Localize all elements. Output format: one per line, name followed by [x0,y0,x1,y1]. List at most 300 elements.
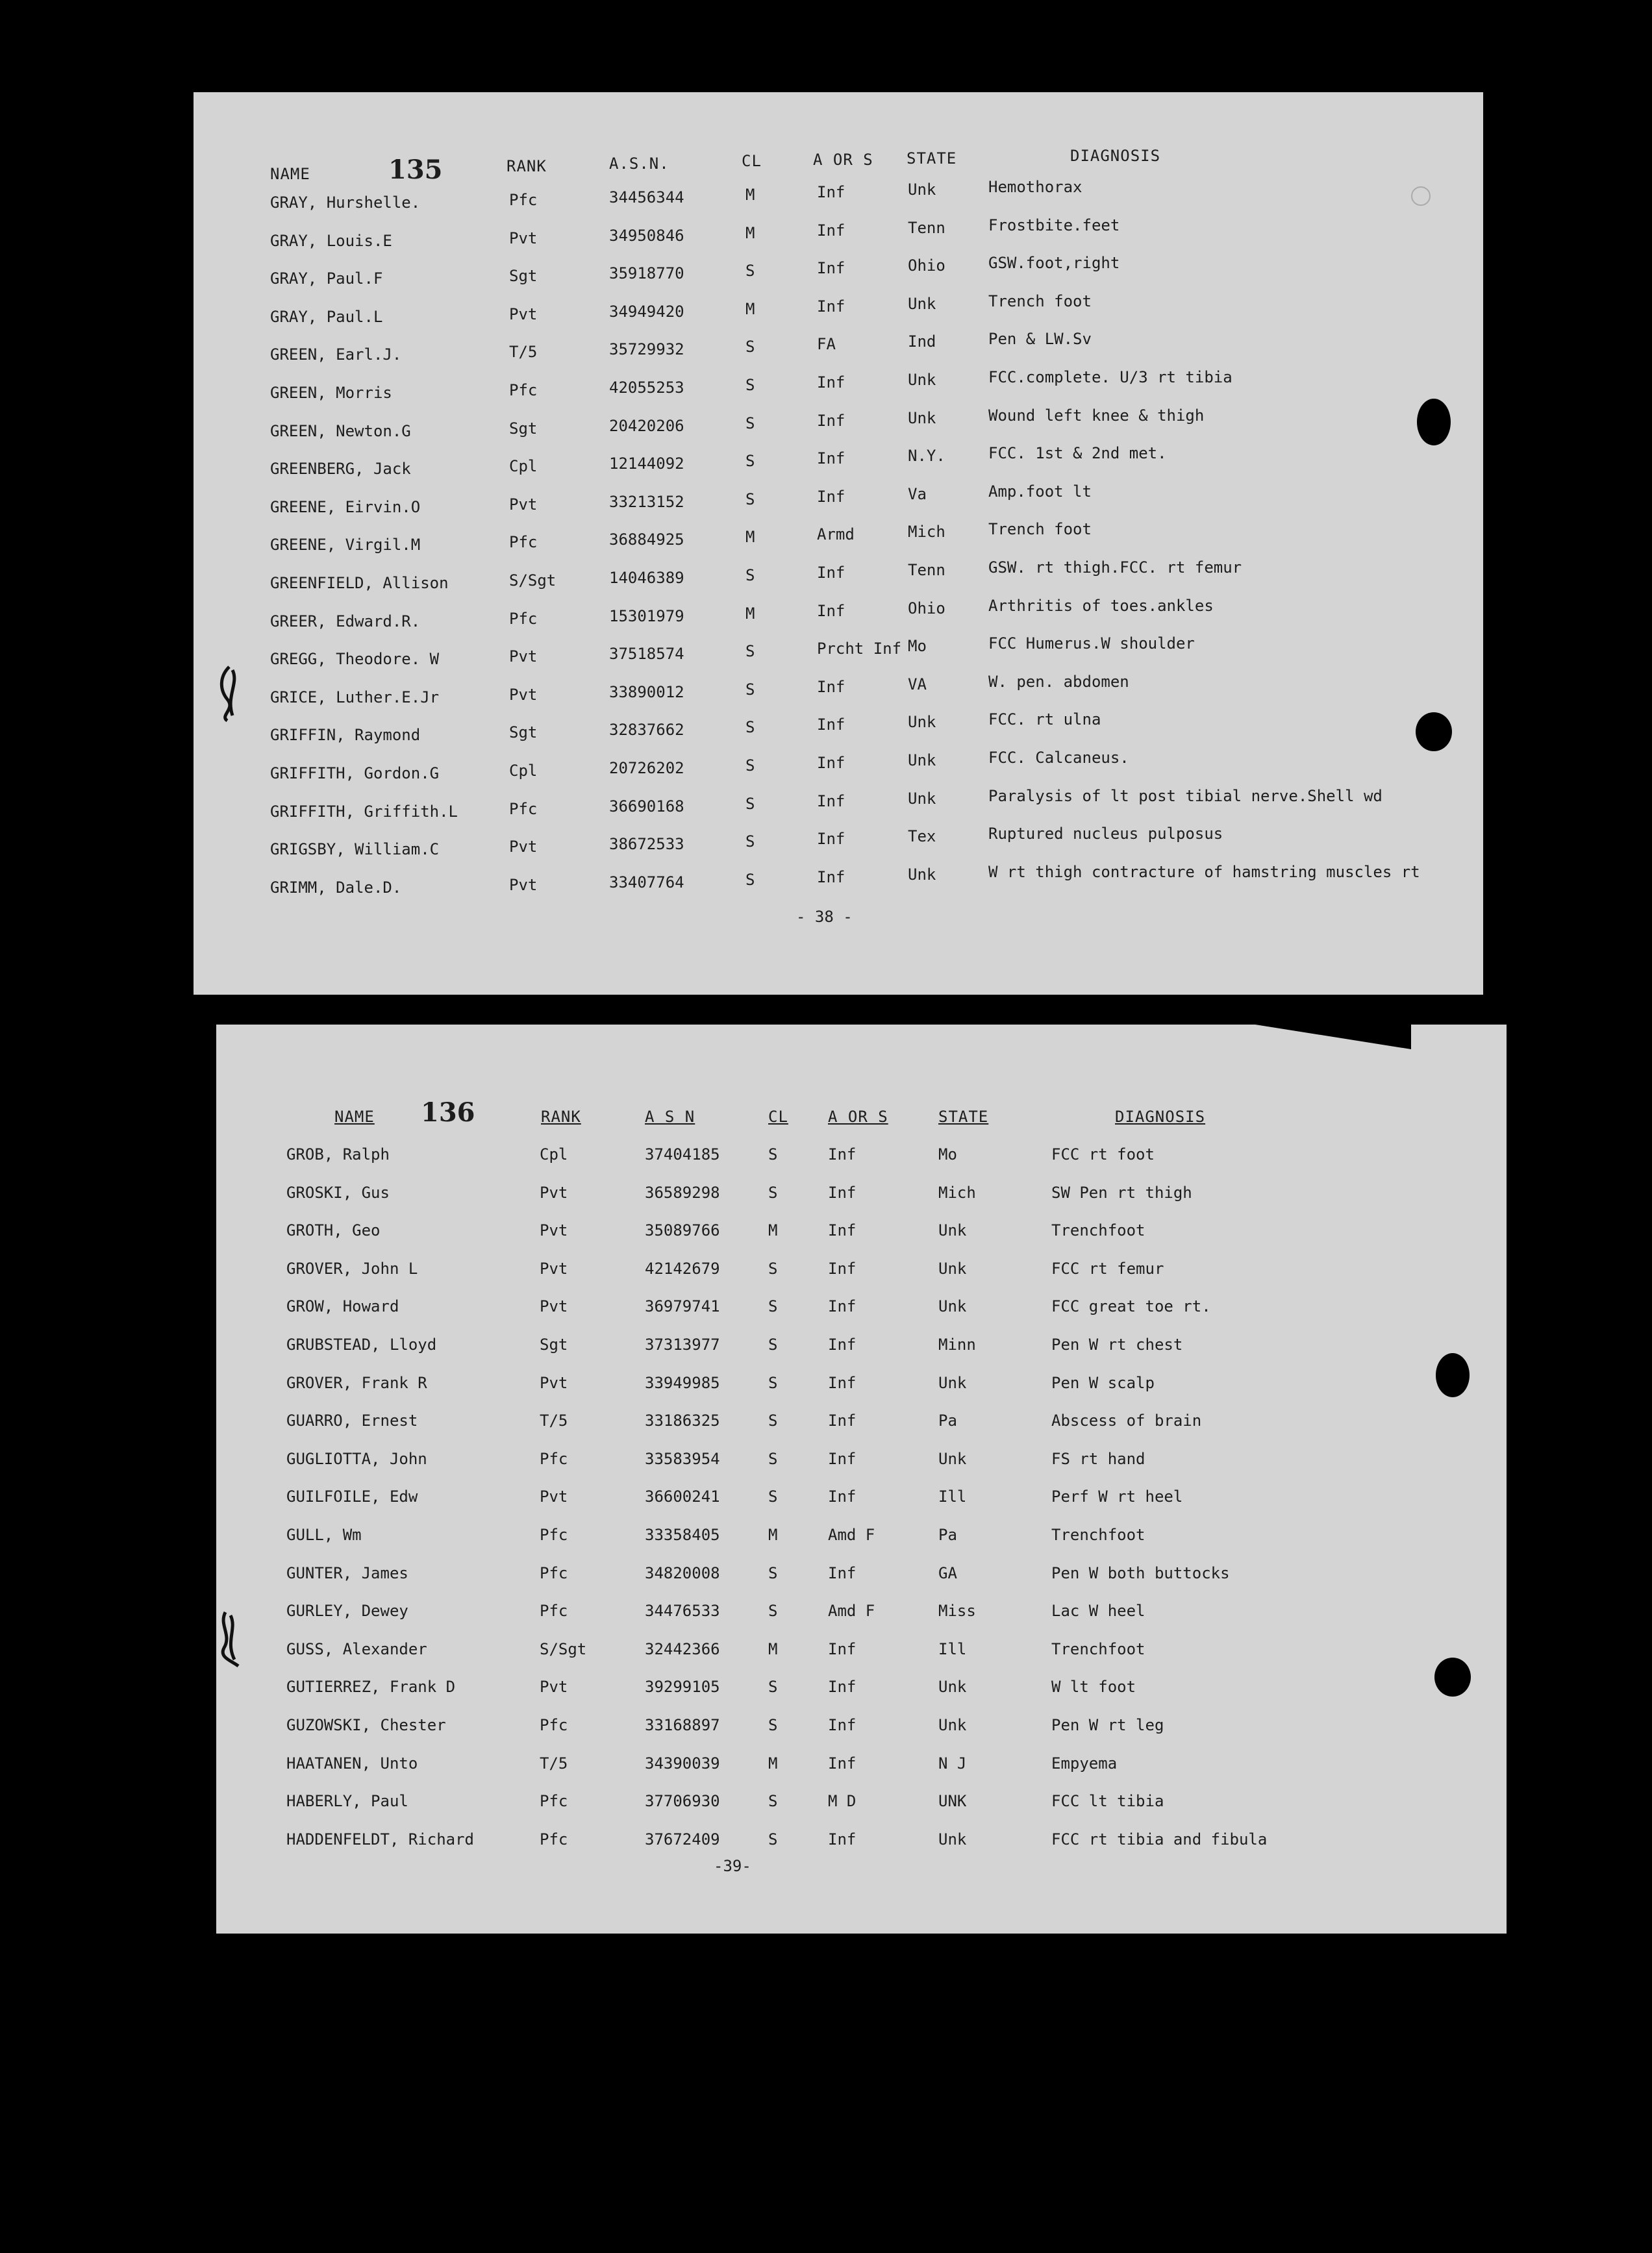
record-row [216,1336,1507,1372]
cell-cl: S [745,680,755,699]
cell-state: N J [938,1754,967,1773]
cell-name: GRUBSTEAD, Lloyd [286,1336,437,1354]
cell-diagnosis: Trenchfoot [1051,1526,1145,1544]
cell-cl: M [768,1639,778,1658]
cell-diagnosis: Trenchfoot [1051,1221,1145,1240]
cell-cl: S [768,1487,778,1506]
cell-aors: Inf [828,1563,857,1582]
cell-rank: Pfc [540,1563,568,1582]
record-row [216,1145,1507,1182]
cell-state: Mich [938,1183,976,1202]
cell-cl: S [768,1830,778,1848]
cell-state: Va [908,484,927,503]
cell-rank: Pfc [509,533,538,552]
cell-cl: S [768,1792,778,1811]
record-row [216,1564,1507,1600]
cell-diagnosis: Wound left knee & thigh [988,406,1205,425]
cell-diagnosis: W. pen. abdomen [988,672,1129,691]
cell-diagnosis: Ruptured nucleus pulposus [988,825,1223,843]
cell-name: GROSKI, Gus [286,1183,390,1202]
header-rank: RANK [507,157,547,175]
cell-cl: S [768,1145,778,1164]
cell-asn: 36589298 [645,1183,720,1202]
cell-asn: 36884925 [609,530,684,549]
cell-diagnosis: Trenchfoot [1051,1639,1145,1658]
cell-name: GUSS, Alexander [286,1639,427,1658]
cell-asn: 34456344 [609,188,684,206]
cell-rank: S/Sgt [540,1639,587,1658]
header-cl: CL [768,1108,788,1126]
cell-name: GUNTER, James [286,1563,408,1582]
cell-name: GROB, Ralph [286,1145,390,1164]
cell-asn: 15301979 [609,606,684,625]
cell-state: Miss [938,1602,976,1621]
cell-aors: Inf [817,259,845,278]
cell-cl: S [745,566,755,584]
cell-aors: Inf [828,1487,857,1506]
cell-name: GURLEY, Dewey [286,1602,408,1621]
cell-cl: S [745,794,755,813]
cell-name: GRAY, Paul.L [270,307,383,326]
record-row [216,1221,1507,1258]
cell-rank: Pfc [540,1716,568,1734]
cell-rank: Pfc [540,1526,568,1544]
header-state: STATE [907,149,957,168]
record-row [216,1412,1507,1448]
cell-state: Tex [908,827,936,846]
cell-aors: Inf [817,601,845,620]
cell-state: Tenn [908,561,945,579]
cell-cl: S [745,338,755,356]
cell-state: Unk [938,1259,967,1278]
cell-aors: Inf [817,449,845,468]
header-asn: A.S.N. [609,155,670,173]
cell-cl: S [768,1412,778,1430]
cell-asn: 36600241 [645,1487,720,1506]
cell-cl: M [745,223,755,242]
cell-cl: S [745,262,755,280]
cell-diagnosis: FS rt hand [1051,1449,1145,1468]
cell-aors: Inf [828,1830,857,1848]
cell-asn: 34390039 [645,1754,720,1773]
cell-name: GRIFFITH, Gordon.G [270,764,440,782]
cell-state: Pa [938,1526,957,1544]
cell-aors: Inf [817,867,845,886]
cell-aors: Amd F [828,1526,875,1544]
cell-aors: Inf [828,1449,857,1468]
cell-cl: M [745,528,755,547]
cell-rank: Pvt [509,229,538,247]
cell-cl: S [745,414,755,432]
cell-aors: Inf [828,1373,857,1392]
cell-rank: Pfc [540,1830,568,1848]
cell-diagnosis: FCC rt foot [1051,1145,1155,1164]
ink-scribble-mark [212,1609,245,1667]
cell-name: HAATANEN, Unto [286,1754,418,1773]
cell-rank: Pvt [509,305,538,323]
cell-diagnosis: Arthritis of toes.ankles [988,596,1214,615]
cell-asn: 34476533 [645,1602,720,1621]
cell-cl: S [745,832,755,851]
cell-cl: M [768,1754,778,1773]
cell-asn: 14046389 [609,569,684,587]
cell-diagnosis: Pen W both buttocks [1051,1563,1230,1582]
cell-rank: Sgt [509,267,538,286]
cell-state: Unk [908,294,936,313]
cell-diagnosis: Frostbite.feet [988,216,1120,234]
cell-name: GRIFFIN, Raymond [270,726,421,745]
cell-rank: Pfc [509,191,538,209]
cell-name: GUILFOILE, Edw [286,1487,418,1506]
cell-state: Minn [938,1336,976,1354]
cell-rank: Pfc [509,609,538,628]
cell-name: GRICE, Luther.E.Jr [270,688,440,706]
cell-diagnosis: Hemothorax [988,178,1083,196]
cell-state: Mo [938,1145,957,1164]
cell-asn: 34949420 [609,302,684,321]
cell-name: GROTH, Geo [286,1221,381,1240]
cell-state: N.Y. [908,447,945,466]
cell-cl: S [745,756,755,775]
record-row [216,1754,1507,1791]
cell-asn: 34950846 [609,226,684,245]
cell-diagnosis: Abscess of brain [1051,1412,1202,1430]
cell-rank: Pvt [540,1487,568,1506]
cell-asn: 33949985 [645,1373,720,1392]
cell-name: GREEN, Morris [270,384,392,402]
ink-scribble-mark [213,664,245,722]
cell-diagnosis: Amp.foot lt [988,482,1092,501]
cell-aors: Inf [828,1716,857,1734]
cell-aors: Inf [828,1754,857,1773]
cell-diagnosis: Pen W rt leg [1051,1716,1164,1734]
cell-asn: 12144092 [609,454,684,473]
cell-name: GREEN, Earl.J. [270,345,402,364]
header-diagnosis: DIAGNOSIS [1115,1108,1206,1126]
cell-diagnosis: FCC lt tibia [1051,1792,1164,1811]
cell-cl: S [768,1183,778,1202]
cell-diagnosis: Perf W rt heel [1051,1487,1183,1506]
cell-state: Ind [908,332,936,351]
cell-aors: Inf [817,564,845,582]
cell-aors: Inf [828,1221,857,1240]
cell-diagnosis: Pen & LW.Sv [988,330,1092,349]
cell-rank: Cpl [540,1145,568,1164]
cell-aors: Armd [817,525,855,544]
card-number: 135 [388,155,443,185]
cell-cl: S [768,1336,778,1354]
cell-cl: M [745,604,755,623]
cell-cl: S [745,376,755,394]
cell-diagnosis: FCC. Calcaneus. [988,749,1129,767]
card-number: 136 [421,1097,475,1128]
cell-rank: Cpl [509,457,538,476]
cell-state: UNK [938,1792,967,1811]
cell-rank: Pvt [509,875,538,894]
record-row [194,292,1483,344]
cell-rank: Sgt [509,723,538,742]
cell-rank: Pfc [509,381,538,399]
stamp-circle-mark [1408,183,1434,209]
cell-name: HADDENFELDT, Richard [286,1830,474,1848]
record-row [216,1450,1507,1486]
cell-asn: 32442366 [645,1639,720,1658]
cell-aors: Inf [828,1678,857,1697]
cell-cl: S [745,490,755,508]
cell-diagnosis: SW Pen rt thigh [1051,1183,1192,1202]
header-aors: A OR S [813,151,873,169]
cell-name: GREENBERG, Jack [270,460,411,479]
cell-asn: 34820008 [645,1563,720,1582]
cell-aors: Inf [828,1639,857,1658]
cell-state: Tenn [908,218,945,237]
cell-name: GRAY, Louis.E [270,231,392,250]
cell-asn: 38672533 [609,835,684,854]
cell-cl: M [745,186,755,204]
cell-cl: S [745,870,755,889]
cell-asn: 37313977 [645,1336,720,1354]
cell-rank: Pvt [540,1221,568,1240]
cell-diagnosis: W rt thigh contracture of hamstring muscles rt [988,862,1420,881]
cell-asn: 33358405 [645,1526,720,1544]
cell-state: Unk [938,1678,967,1697]
cell-rank: Pvt [540,1678,568,1697]
cell-state: VA [908,675,927,693]
cell-aors: Inf [828,1259,857,1278]
cell-state: Unk [938,1297,967,1316]
cell-cl: S [768,1716,778,1734]
record-row [216,1830,1507,1867]
cell-name: GRIMM, Dale.D. [270,878,402,897]
record-row [216,1487,1507,1524]
cell-name: HABERLY, Paul [286,1792,408,1811]
cell-state: Mich [908,523,945,541]
header-aors: A OR S [828,1108,888,1126]
cell-state: Ohio [908,256,945,275]
cell-asn: 36690168 [609,797,684,815]
cell-diagnosis: FCC Humerus.W shoulder [988,634,1195,653]
cell-asn: 33583954 [645,1449,720,1468]
record-row [216,1297,1507,1334]
cell-aors: Inf [817,754,845,772]
cell-aors: Inf [817,183,845,201]
cell-name: GROW, Howard [286,1297,399,1316]
cell-diagnosis: W lt foot [1051,1678,1136,1697]
cell-cl: S [768,1449,778,1468]
header-name: NAME [270,165,310,183]
cell-rank: Pvt [540,1183,568,1202]
cell-aors: Inf [817,830,845,849]
cell-state: Unk [908,789,936,808]
cell-asn: 20726202 [609,759,684,777]
header-name: NAME [334,1108,375,1126]
cell-rank: Pvt [509,838,538,856]
cell-name: GREENE, Virgil.M [270,536,421,554]
cell-state: Unk [938,1716,967,1734]
cell-state: Unk [908,180,936,199]
header-rank: RANK [541,1108,581,1126]
cell-aors: Inf [828,1297,857,1316]
cell-rank: Pvt [509,647,538,666]
cell-diagnosis: Trench foot [988,520,1092,539]
cell-state: Ohio [908,599,945,617]
cell-asn: 37404185 [645,1145,720,1164]
cell-diagnosis: GSW.foot,right [988,254,1120,273]
cell-asn: 37672409 [645,1830,720,1848]
record-card-136 [216,1025,1507,1934]
cell-rank: Pvt [509,685,538,704]
cell-aors: Inf [817,791,845,810]
cell-rank: T/5 [540,1754,568,1773]
cell-aors: Inf [817,677,845,696]
cell-name: GROVER, John L [286,1259,418,1278]
cell-cl: S [768,1297,778,1316]
record-row [216,1526,1507,1562]
cell-asn: 42055253 [609,379,684,397]
cell-diagnosis: Empyema [1051,1754,1118,1773]
cell-cl: S [768,1602,778,1621]
cell-rank: Pfc [540,1602,568,1621]
cell-name: GUARRO, Ernest [286,1412,418,1430]
cell-name: GRIGSBY, William.C [270,840,440,859]
cell-state: Pa [938,1412,957,1430]
record-row [216,1184,1507,1220]
cell-name: GREGG, Theodore. W [270,650,440,669]
cell-name: GUGLIOTTA, John [286,1449,427,1468]
cell-state: Unk [908,865,936,884]
cell-state: Ill [938,1639,967,1658]
cell-asn: 37706930 [645,1792,720,1811]
cell-aors: Inf [817,297,845,316]
cell-name: GROVER, Frank R [286,1373,427,1392]
cell-rank: Pfc [509,799,538,818]
cell-asn: 35918770 [609,264,684,283]
cell-rank: Pvt [540,1259,568,1278]
cell-rank: Sgt [509,419,538,438]
cell-cl: M [768,1221,778,1240]
cell-diagnosis: Pen W rt chest [1051,1336,1183,1354]
cell-asn: 33407764 [609,873,684,891]
cell-cl: M [745,299,755,318]
record-row [216,1602,1507,1638]
cell-state: Unk [908,751,936,769]
cell-asn: 35089766 [645,1221,720,1240]
cell-cl: S [745,452,755,471]
torn-edge-mark [1255,1021,1411,1053]
cell-cl: S [745,718,755,737]
cell-rank: Sgt [540,1336,568,1354]
cell-rank: Pvt [540,1297,568,1316]
cell-rank: Cpl [509,762,538,780]
cell-asn: 32837662 [609,721,684,740]
cell-aors: Amd F [828,1602,875,1621]
cell-rank: S/Sgt [509,571,557,590]
cell-aors: Inf [828,1145,857,1164]
cell-diagnosis: FCC. rt ulna [988,710,1101,729]
cell-aors: Inf [817,716,845,734]
cell-name: GREEN, Newton.G [270,421,411,440]
header-state: STATE [938,1108,989,1126]
cell-rank: Pvt [540,1373,568,1392]
page-number-footer: -39- [714,1857,751,1875]
record-card-135 [194,92,1483,995]
cell-diagnosis: Trench foot [988,292,1092,310]
cell-cl: S [745,642,755,661]
punch-hole-mark [1433,1654,1472,1700]
header-cl: CL [742,152,762,170]
record-row [216,1678,1507,1714]
cell-asn: 33168897 [645,1716,720,1734]
cell-cl: S [768,1259,778,1278]
cell-aors: Inf [828,1336,857,1354]
cell-name: GUTIERREZ, Frank D [286,1678,456,1697]
cell-diagnosis: Lac W heel [1051,1602,1145,1621]
cell-asn: 33186325 [645,1412,720,1430]
cell-aors: Inf [828,1183,857,1202]
header-diagnosis: DIAGNOSIS [1070,147,1161,165]
cell-diagnosis: FCC rt tibia and fibula [1051,1830,1268,1848]
cell-name: GREENFIELD, Allison [270,574,449,592]
cell-name: GRAY, Paul.F [270,269,383,288]
cell-state: GA [938,1563,957,1582]
cell-asn: 35729932 [609,340,684,359]
cell-rank: Pvt [509,495,538,514]
cell-state: Mo [908,637,927,656]
cell-aors: FA [817,335,836,354]
cell-asn: 37518574 [609,645,684,664]
cell-name: GUZOWSKI, Chester [286,1716,446,1734]
cell-aors: Inf [817,221,845,240]
record-row [216,1260,1507,1296]
cell-name: GRAY, Hurshelle. [270,193,421,212]
cell-aors: Inf [817,373,845,392]
cell-state: Unk [938,1830,967,1848]
cell-asn: 39299105 [645,1678,720,1697]
cell-rank: Pfc [540,1792,568,1811]
cell-rank: Pfc [540,1449,568,1468]
cell-diagnosis: FCC great toe rt. [1051,1297,1211,1316]
header-asn: A S N [645,1108,695,1126]
cell-state: Unk [938,1373,967,1392]
cell-name: GRIFFITH, Griffith.L [270,802,458,821]
cell-aors: Inf [817,487,845,506]
cell-diagnosis: FCC.complete. U/3 rt tibia [988,368,1233,386]
cell-cl: M [768,1526,778,1544]
record-row [216,1640,1507,1676]
cell-aors: Inf [828,1412,857,1430]
cell-name: GREENE, Eirvin.O [270,497,421,516]
cell-state: Unk [938,1449,967,1468]
page-number-footer: - 38 - [796,908,853,926]
cell-diagnosis: Paralysis of lt post tibial nerve.Shell wd [988,786,1383,805]
punch-hole-mark [1433,1349,1472,1401]
cell-rank: T/5 [509,343,538,362]
cell-state: Unk [908,408,936,427]
record-row [216,1792,1507,1828]
cell-name: GREER, Edward.R. [270,612,421,630]
cell-asn: 33213152 [609,492,684,511]
record-row [216,1716,1507,1752]
cell-state: Ill [938,1487,967,1506]
cell-asn: 20420206 [609,416,684,435]
cell-cl: S [768,1563,778,1582]
punch-hole-mark [1414,709,1453,754]
cell-aors: Prcht Inf [817,640,902,658]
cell-asn: 42142679 [645,1259,720,1278]
cell-state: Unk [938,1221,967,1240]
cell-aors: Inf [817,411,845,430]
cell-diagnosis: GSW. rt thigh.FCC. rt femur [988,558,1242,577]
